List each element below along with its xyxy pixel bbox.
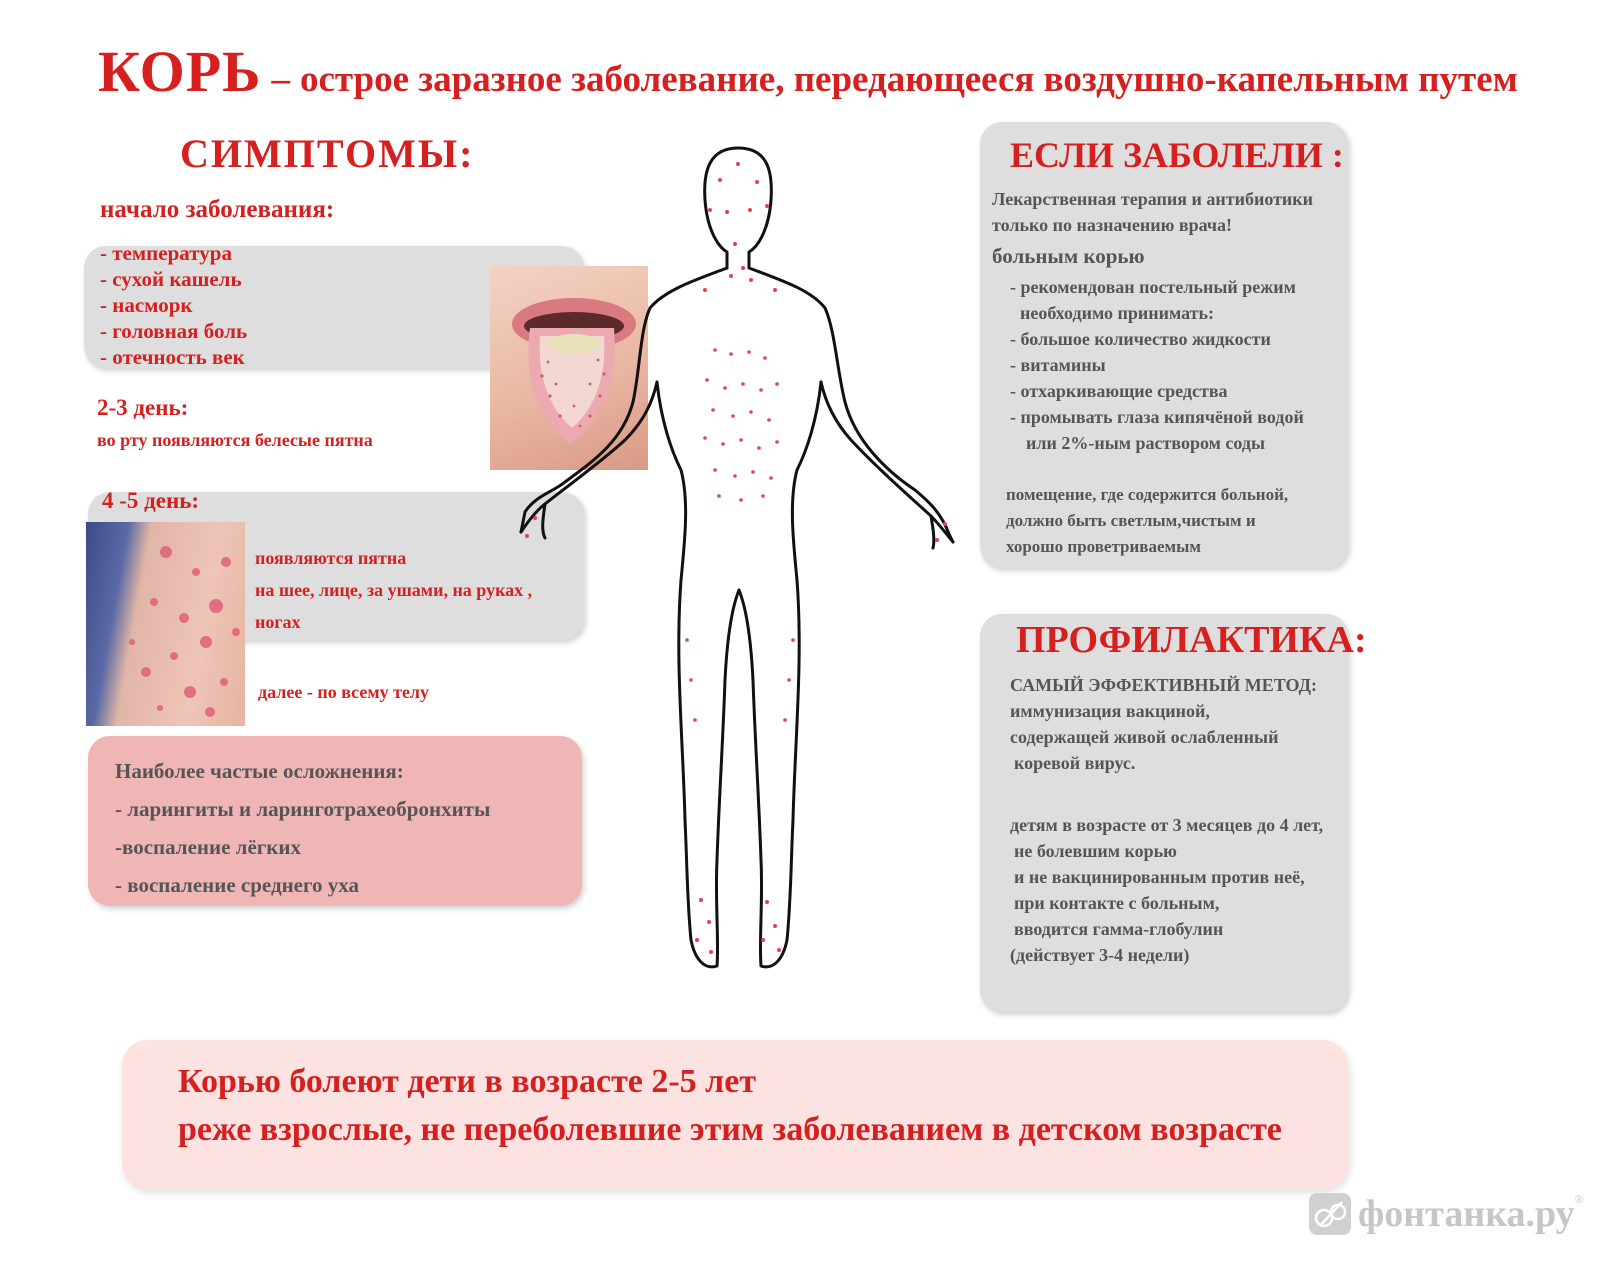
rash-illustration bbox=[86, 522, 245, 726]
day45-line: на шее, лице, за ушами, на руках , bbox=[255, 580, 533, 600]
care-item: - промывать глаза кипячёной водой bbox=[1010, 407, 1304, 427]
if-sick-title: ЕСЛИ ЗАБОЛЕЛИ : bbox=[1010, 135, 1344, 175]
symptom-item: - сухой кашель bbox=[100, 267, 242, 291]
bottom-line1: Корью болеют дети в возрасте 2-5 лет bbox=[178, 1063, 757, 1100]
page-header bbox=[98, 38, 1518, 105]
body-figure bbox=[505, 140, 975, 990]
if-sick-items bbox=[1010, 274, 1304, 456]
bottom-line2: реже взрослые, не переболевшие этим заболеванием в детском возрасте bbox=[178, 1111, 1282, 1148]
symptom-item: - головная боль bbox=[100, 319, 248, 343]
complications-list bbox=[115, 752, 490, 904]
symptom-item: - отечность век bbox=[100, 345, 245, 369]
complication-item: -воспаление лёгких bbox=[115, 835, 302, 859]
prevention-children bbox=[1010, 812, 1323, 968]
symptoms-title: СИМПТОМЫ: bbox=[180, 131, 475, 176]
care-item: - отхаркивающие средства bbox=[1010, 381, 1228, 401]
method-line: содержащей живой ослабленный bbox=[1010, 727, 1279, 747]
room-note bbox=[1006, 482, 1288, 560]
day23-label: 2-3 день: bbox=[97, 395, 189, 420]
prevention-title: ПРОФИЛАКТИКА: bbox=[1016, 619, 1367, 661]
children-line: (действует 3-4 недели) bbox=[1010, 945, 1190, 965]
room-line: должно быть светлым,чистым и bbox=[1006, 511, 1256, 530]
prevention-method bbox=[1010, 672, 1317, 776]
room-line: хорошо проветриваемым bbox=[1006, 537, 1201, 556]
brand-name: фонтанка.ру bbox=[1358, 1193, 1575, 1235]
therapy-line: Лекарственная терапия и антибиотики bbox=[992, 189, 1314, 209]
method-line: коревой вирус. bbox=[1014, 753, 1136, 773]
symptom-item: - насморк bbox=[100, 293, 193, 317]
children-line: детям в возрасте от 3 месяцев до 4 лет, bbox=[1010, 815, 1324, 835]
brand-icon bbox=[1308, 1192, 1352, 1236]
complications-title: Наиболее частые осложнения: bbox=[115, 759, 404, 783]
brand-logo bbox=[1308, 1192, 1584, 1236]
children-line: и не вакцинированным против неё, bbox=[1014, 867, 1305, 887]
brand-reg: ® bbox=[1574, 1192, 1584, 1206]
day45-further: далее - по всему телу bbox=[258, 682, 430, 702]
bottom-text bbox=[178, 1058, 1282, 1154]
day45-text bbox=[255, 542, 532, 638]
rash-photo bbox=[86, 522, 245, 726]
title-dash: – bbox=[271, 59, 290, 100]
care-item: или 2%-ным раствором соды bbox=[1026, 433, 1266, 453]
room-line: помещение, где содержится больной, bbox=[1006, 485, 1289, 504]
complication-item: - ларингиты и ларинготрахеобронхиты bbox=[115, 797, 491, 821]
complication-item: - воспаление среднего уха bbox=[115, 873, 359, 897]
day45-label: 4 -5 день: bbox=[102, 488, 200, 513]
symptom-item: - температура bbox=[100, 241, 232, 265]
children-line: не болевшим корью bbox=[1014, 841, 1177, 861]
onset-list bbox=[100, 240, 247, 370]
care-item: - витамины bbox=[1010, 355, 1106, 375]
body-outline bbox=[521, 148, 953, 967]
if-sick-content bbox=[992, 186, 1313, 274]
children-line: вводится гамма-глобулин bbox=[1014, 919, 1224, 939]
children-line: при контакте с больным, bbox=[1014, 893, 1220, 913]
day45-line: появляются пятна bbox=[255, 548, 407, 568]
care-item: - рекомендован постельный режим bbox=[1010, 277, 1296, 297]
rash-dots bbox=[525, 162, 947, 954]
method-line: иммунизация вакциной, bbox=[1010, 701, 1210, 721]
care-item: - большое количество жидкости bbox=[1010, 329, 1271, 349]
disease-definition: острое заразное заболевание, передающееся воздушно-капельным путем bbox=[300, 59, 1518, 100]
onset-label: начало заболевания: bbox=[100, 196, 335, 223]
therapy-line: только по назначению врача! bbox=[992, 215, 1233, 235]
patients-label: больным корью bbox=[992, 244, 1145, 268]
disease-title: КОРЬ bbox=[98, 39, 262, 104]
method-line: САМЫЙ ЭФФЕКТИВНЫЙ МЕТОД: bbox=[1010, 675, 1317, 695]
day45-line: ногах bbox=[255, 612, 301, 632]
day23-text: во рту появляются белесые пятна bbox=[97, 430, 373, 450]
care-item: необходимо принимать: bbox=[1020, 303, 1214, 323]
